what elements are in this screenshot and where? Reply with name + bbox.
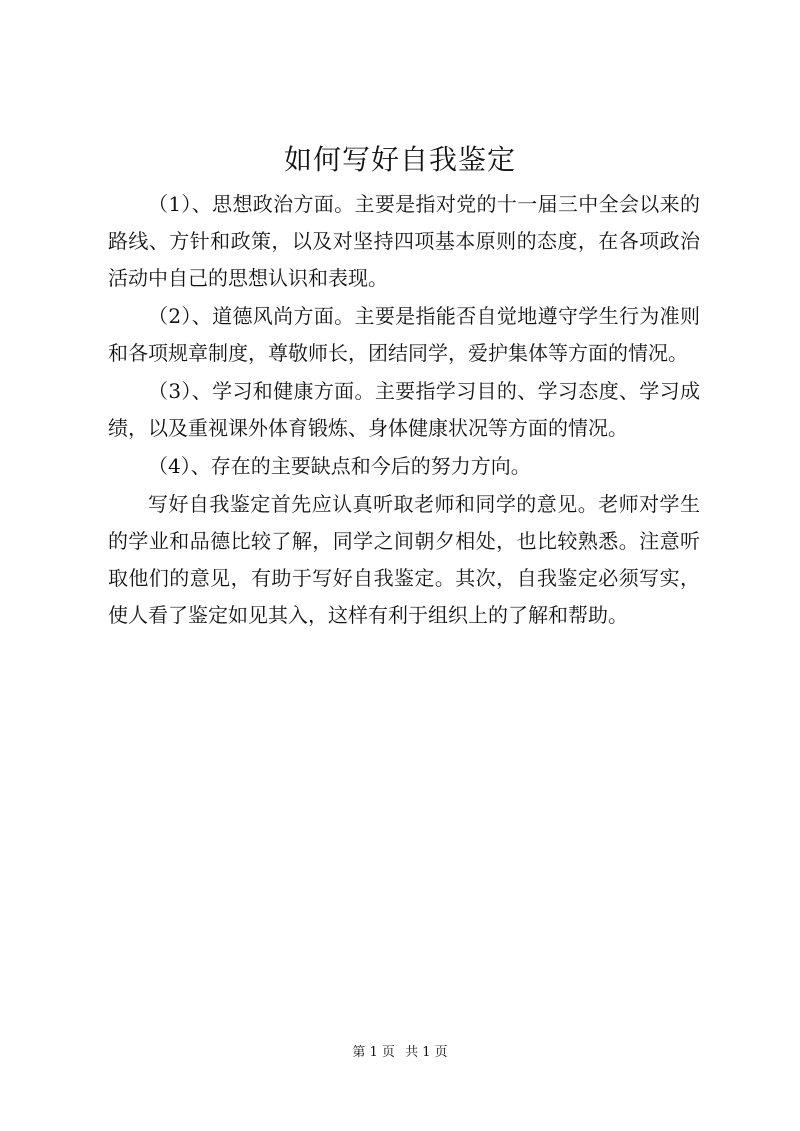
- paragraph-1: （1）、思想政治方面。主要是指对党的十一届三中全会以来的路线、方针和政策，以及对坚持四项基本原则的态度，在各项政治活动中自己的思想认识和表现。: [108, 192, 700, 290]
- page-total: 共 1 页: [405, 1045, 448, 1060]
- paragraph-2: （2）、道德风尚方面。主要是指能否自觉地遵守学生行为准则和各项规章制度，尊敬师长，团结同学，爱护集体等方面的情况。: [108, 304, 700, 365]
- paragraph-5: 写好自我鉴定首先应认真听取老师和同学的意见。老师对学生的学业和品德比较了解，同学之间朝夕相处，也比较熟悉。注意听取他们的意见，有助于写好自我鉴定。其次，自我鉴定必须写实，使人看了鉴定如见其入，这样有利于组织上的了解和帮助。: [108, 492, 700, 627]
- document-body: [108, 186, 700, 635]
- paragraph-4: （4）、存在的主要缺点和今后的努力方向。: [148, 454, 531, 478]
- page-footer: [0, 1044, 800, 1062]
- document-title: 如何写好自我鉴定: [283, 143, 516, 176]
- page-number: 第 1 页: [352, 1045, 395, 1060]
- paragraph-3: （3）、学习和健康方面。主要指学习目的、学习态度、学习成绩，以及重视课外体育锻炼、身体健康状况等方面的情况。: [108, 379, 700, 440]
